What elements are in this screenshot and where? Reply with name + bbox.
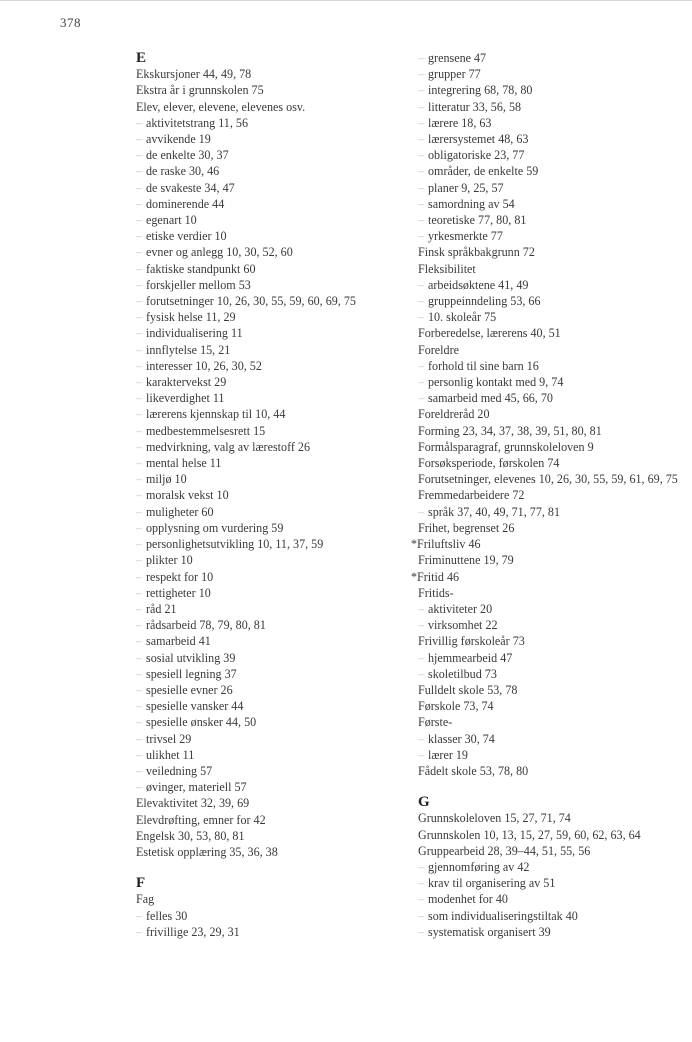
index-entry: Fulldelt skole 53, 78 xyxy=(418,682,518,697)
index-subentry: – gjennomføring av 42 xyxy=(418,859,690,875)
index-subentry: – personlighetsutvikling 10, 11, 37, 59 xyxy=(136,536,396,552)
index-subentry: – systematisk organisert 39 xyxy=(418,924,690,940)
section-letter: G xyxy=(418,794,430,811)
index-entry: Elev, elever, elevene, elevenes osv. xyxy=(136,99,306,114)
index-entry: Finsk språkbakgrunn 72 xyxy=(418,245,535,260)
top-rule xyxy=(0,0,692,1)
index-subentry: – råd 21 xyxy=(136,601,396,617)
index-subentry: – grensene 47 xyxy=(418,50,690,66)
index-subentry: – lærere 18, 63 xyxy=(418,115,690,131)
index-subentry: – opplysning om vurdering 59 xyxy=(136,520,396,536)
index-entry: Formålsparagraf, grunnskoleloven 9 xyxy=(418,439,594,454)
index-entry: Forming 23, 34, 37, 38, 39, 51, 80, 81 xyxy=(418,423,602,438)
index-subentry: – krav til organisering av 51 xyxy=(418,875,690,891)
index-subentry: – virksomhet 22 xyxy=(418,617,690,633)
index-subentry: – ulikhet 11 xyxy=(136,747,396,763)
index-subentry: – aktiviteter 20 xyxy=(418,601,690,617)
index-entry: Grunnskolen 10, 13, 15, 27, 59, 60, 62, 63, 64 xyxy=(418,827,641,842)
index-subentry: – samordning av 54 xyxy=(418,196,690,212)
index-subentry: – rådsarbeid 78, 79, 80, 81 xyxy=(136,617,396,633)
index-subentry: – 10. skoleår 75 xyxy=(418,309,690,325)
index-subentry: – mental helse 11 xyxy=(136,455,396,471)
index-entry: Fremmedarbeidere 72 xyxy=(418,488,525,503)
index-subentry: – arbeidsøktene 41, 49 xyxy=(418,277,690,293)
index-entry: Ekstra år i grunnskolen 75 xyxy=(136,83,264,98)
index-subentry: – språk 37, 40, 49, 71, 77, 81 xyxy=(418,504,690,520)
index-subentry: – områder, de enkelte 59 xyxy=(418,163,690,179)
index-subentry: – lærerens kjennskap til 10, 44 xyxy=(136,406,396,422)
index-subentry: – modenhet for 40 xyxy=(418,891,690,907)
index-subentry: – innflytelse 15, 21 xyxy=(136,342,396,358)
page-number: 378 xyxy=(60,15,81,30)
index-subentry: – samarbeid 41 xyxy=(136,633,396,649)
index-entry: Førskole 73, 74 xyxy=(418,699,494,714)
index-entry: Engelsk 30, 53, 80, 81 xyxy=(136,828,245,843)
index-subentry: – skoletilbud 73 xyxy=(418,666,690,682)
index-subentry: – individualisering 11 xyxy=(136,325,396,341)
index-entry: Foreldreråd 20 xyxy=(418,407,490,422)
index-entry: Første- xyxy=(418,715,453,730)
index-subentry: – medvirkning, valg av lærestoff 26 xyxy=(136,439,396,455)
index-subentry: – spesielle vansker 44 xyxy=(136,698,396,714)
index-subentry: – rettigheter 10 xyxy=(136,585,396,601)
index-subentry: – likeverdighet 11 xyxy=(136,390,396,406)
section-letter: E xyxy=(136,50,147,66)
index-subentry: – klasser 30, 74 xyxy=(418,731,690,747)
index-column-left xyxy=(136,50,396,940)
index-entry: Forsøksperiode, førskolen 74 xyxy=(418,456,560,471)
index-subentry: – aktivitetstrang 11, 56 xyxy=(136,115,396,131)
index-subentry: – karaktervekst 29 xyxy=(136,374,396,390)
index-entry: Foreldre xyxy=(418,342,459,357)
index-subentry: – integrering 68, 78, 80 xyxy=(418,82,690,98)
index-subentry: – avvikende 19 xyxy=(136,131,396,147)
index-subentry: – frivillige 23, 29, 31 xyxy=(136,924,396,940)
index-subentry: – forhold til sine barn 16 xyxy=(418,358,690,374)
index-subentry: – evner og anlegg 10, 30, 52, 60 xyxy=(136,244,396,260)
index-subentry: – teoretiske 77, 80, 81 xyxy=(418,212,690,228)
index-subentry: – litteratur 33, 56, 58 xyxy=(418,99,690,115)
index-subentry: – muligheter 60 xyxy=(136,504,396,520)
index-entry: Forutsetninger, elevenes 10, 26, 30, 55, 59, 61, 69, 75 xyxy=(418,472,678,487)
index-subentry: – interesser 10, 26, 30, 52 xyxy=(136,358,396,374)
index-subentry: – moralsk vekst 10 xyxy=(136,487,396,503)
index-subentry: – spesiell legning 37 xyxy=(136,666,396,682)
index-entry: Fag xyxy=(136,892,155,907)
index-subentry: – planer 9, 25, 57 xyxy=(418,180,690,196)
index-entry: *Fritid 46 xyxy=(411,569,460,584)
index-subentry: – gruppeinndeling 53, 66 xyxy=(418,293,690,309)
index-entry: *Friluftsliv 46 xyxy=(411,537,481,552)
index-subentry: – etiske verdier 10 xyxy=(136,228,396,244)
index-subentry: – trivsel 29 xyxy=(136,731,396,747)
index-entry: Gruppearbeid 28, 39–44, 51, 55, 56 xyxy=(418,843,591,858)
index-subentry: – egenart 10 xyxy=(136,212,396,228)
index-subentry: – samarbeid med 45, 66, 70 xyxy=(418,390,690,406)
index-subentry: – personlig kontakt med 9, 74 xyxy=(418,374,690,390)
index-entry: Elevaktivitet 32, 39, 69 xyxy=(136,796,250,811)
index-entry: Estetisk opplæring 35, 36, 38 xyxy=(136,844,278,859)
index-entry: Friminuttene 19, 79 xyxy=(418,553,514,568)
index-subentry: – de svakeste 34, 47 xyxy=(136,180,396,196)
index-subentry: – felles 30 xyxy=(136,908,396,924)
index-entry: Forberedelse, lærerens 40, 51 xyxy=(418,326,561,341)
index-subentry: – forutsetninger 10, 26, 30, 55, 59, 60, 69, 75 xyxy=(136,293,396,309)
index-entry: Fleksibilitet xyxy=(418,261,476,276)
index-subentry: – miljø 10 xyxy=(136,471,396,487)
index-entry: Frivillig førskoleår 73 xyxy=(418,634,525,649)
index-subentry: – grupper 77 xyxy=(418,66,690,82)
index-subentry: – plikter 10 xyxy=(136,552,396,568)
index-subentry: – hjemmearbeid 47 xyxy=(418,650,690,666)
index-subentry: – som individualiseringstiltak 40 xyxy=(418,908,690,924)
index-subentry: – spesielle ønsker 44, 50 xyxy=(136,714,396,730)
index-subentry: – lærer 19 xyxy=(418,747,690,763)
index-entry: Grunnskoleloven 15, 27, 71, 74 xyxy=(418,811,571,826)
index-subentry: – de raske 30, 46 xyxy=(136,163,396,179)
index-entry: Elevdrøfting, emner for 42 xyxy=(136,812,266,827)
index-subentry: – respekt for 10 xyxy=(136,569,396,585)
index-entry: Frihet, begrenset 26 xyxy=(418,520,515,535)
index-subentry: – lærersystemet 48, 63 xyxy=(418,131,690,147)
index-subentry: – forskjeller mellom 53 xyxy=(136,277,396,293)
index-subentry: – de enkelte 30, 37 xyxy=(136,147,396,163)
index-subentry: – fysisk helse 11, 29 xyxy=(136,309,396,325)
index-subentry: – sosial utvikling 39 xyxy=(136,650,396,666)
index-subentry: – faktiske standpunkt 60 xyxy=(136,261,396,277)
index-subentry: – obligatoriske 23, 77 xyxy=(418,147,690,163)
index-subentry: – øvinger, materiell 57 xyxy=(136,779,396,795)
index-subentry: – dominerende 44 xyxy=(136,196,396,212)
index-subentry: – medbestemmelsesrett 15 xyxy=(136,423,396,439)
index-column-right xyxy=(411,50,690,940)
index-entry: Fådelt skole 53, 78, 80 xyxy=(418,763,529,778)
index-subentry: – yrkesmerkte 77 xyxy=(418,228,690,244)
index-subentry: – spesielle evner 26 xyxy=(136,682,396,698)
section-letter: F xyxy=(136,875,146,892)
index-entry: Ekskursjoner 44, 49, 78 xyxy=(136,67,252,82)
index-entry: Fritids- xyxy=(418,585,454,600)
index-subentry: – veiledning 57 xyxy=(136,763,396,779)
